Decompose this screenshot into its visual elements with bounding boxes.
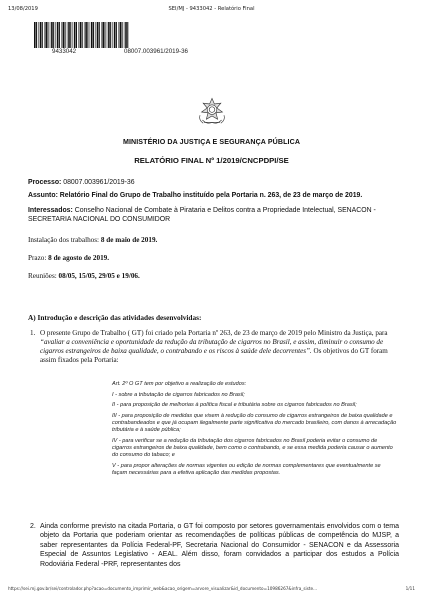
barcode-bar	[34, 22, 36, 48]
deadline-label: Prazo:	[28, 254, 47, 262]
barcode-bar	[118, 22, 119, 48]
barcode-bar	[112, 22, 113, 48]
section-a-heading: A) Introdução e descrição das atividades desenvolvidas:	[28, 313, 202, 322]
barcode-bar	[78, 22, 79, 48]
barcode-bar	[95, 22, 96, 48]
barcode-bar	[45, 22, 47, 48]
document-barcode	[34, 22, 130, 48]
barcode-bar	[90, 22, 91, 48]
meta-processo	[28, 178, 401, 187]
barcode-bar	[53, 22, 54, 48]
interessados-value: Conselho Nacional de Combate à Pirataria e Delitos contra a Propriedade Intelectual, SENACON - SECRETARIA NACIONAL DO CONSUMIDOR	[28, 207, 376, 223]
barcode-bar	[85, 22, 87, 48]
brazil-coat-of-arms-icon	[196, 96, 228, 128]
barcode-doc-number: 9433042	[52, 48, 77, 55]
meta-assunto	[28, 191, 401, 200]
barcode-process-number: 08007.003961/2019-36	[124, 48, 188, 55]
ministry-heading: MINISTÉRIO DA JUSTIÇA E SEGURANÇA PÚBLICA	[122, 138, 301, 146]
barcode-bar	[84, 22, 85, 48]
document-title: RELATÓRIO FINAL Nº 1/2019/CNCPDPI/SE	[134, 156, 289, 165]
barcode-bar	[42, 22, 43, 48]
paragraph-2	[30, 522, 399, 569]
paragraph-2-number: 2.	[30, 523, 36, 530]
install-value: 8 de maio de 2019.	[100, 236, 158, 244]
barcode-bar	[82, 22, 83, 48]
barcode-bar	[67, 22, 68, 48]
deadline-value: 8 de agosto de 2019.	[48, 254, 110, 262]
quote-line: IV - para verificar se a redução da tributação dos cigarros fabricados no Brasil poderia evitar o consumo de cigarros estrangeiros de baixa qualidade, bem como o contrabando, e se essa medida poderia causar o aumento do consumo do tabaco; e	[112, 437, 393, 459]
barcode-bar	[47, 22, 48, 48]
quote-line: I - sobre a tributação de cigarros fabricados no Brasil;	[112, 391, 245, 398]
paragraph-1-intro: O presente Grupo de Trabalho ( GT) foi criado pela Portaria nº 263, de 23 de março de 2019 pelo Ministro da Justiça, para	[40, 329, 388, 337]
meetings-value: 08/05, 15/05, 29/05 e 19/06.	[58, 272, 140, 280]
barcode-bar	[44, 22, 45, 48]
barcode-bar	[107, 22, 108, 48]
schedule-meetings	[28, 272, 401, 281]
quote-line: Art. 2º O GT tem por objetivo a realização de estudos:	[112, 381, 247, 387]
processo-label: Processo:	[28, 179, 62, 186]
print-page-number: 1/11	[405, 586, 415, 591]
barcode-bar	[51, 22, 53, 48]
barcode-bar	[38, 22, 39, 48]
print-url[interactable]: https://sei.mj.gov.br/sei/controlador.php?acao=documento_imprimir_web&acao_origem=arvore_visualizar&id_documento=10986267&infra_siste...	[8, 586, 318, 591]
barcode-bar	[80, 22, 82, 48]
barcode-bar	[104, 22, 105, 48]
quote-line: II - para proposição de melhorias à política fiscal e tributária sobre os cigarros fabricados no Brasil;	[112, 402, 357, 409]
barcode-bar	[50, 22, 51, 48]
paragraph-1	[30, 329, 399, 365]
barcode-bar	[40, 22, 42, 48]
barcode-bar	[110, 22, 111, 48]
paragraph-1-number: 1.	[30, 329, 36, 337]
barcode-bar	[116, 22, 117, 48]
barcode-bar	[70, 22, 71, 48]
barcode-bar	[124, 22, 125, 48]
schedule-install	[28, 236, 401, 245]
barcode-bar	[76, 22, 77, 48]
barcode-bar	[127, 22, 128, 48]
barcode-bar	[108, 22, 110, 48]
schedule-deadline	[28, 254, 401, 263]
barcode-bar	[101, 22, 102, 48]
barcode-bar	[114, 22, 116, 48]
quote-line: V - para propor alterações de normas vigentes ou edição de normas complementares que eventualmente se façam necessárias para a efetiva aplicação das medidas propostas.	[112, 462, 381, 476]
install-label: Instalação dos trabalhos:	[28, 236, 100, 244]
barcode-bar	[36, 22, 37, 48]
meetings-label: Reuniões:	[28, 272, 57, 280]
portaria-quote-block	[112, 381, 397, 481]
print-header	[8, 6, 415, 16]
interessados-label: Interessados:	[28, 207, 73, 214]
paragraph-1-outro: Os objetivos do GT foram assim fixados pela Portaria:	[40, 347, 388, 365]
processo-value: 08007.003961/2019-36	[63, 179, 135, 186]
barcode-bar	[63, 22, 65, 48]
barcode-bar	[102, 22, 104, 48]
barcode-bar	[122, 22, 123, 48]
barcode-bar	[87, 22, 88, 48]
barcode-bar	[99, 22, 100, 48]
print-date: 13/08/2019	[8, 6, 38, 12]
barcode-bar	[97, 22, 99, 48]
barcode-bar	[125, 22, 127, 48]
barcode-bar	[55, 22, 56, 48]
paragraph-2-text: Ainda conforme previsto na citada Portaria, o GT foi composto por setores governamentais envolvidos com o tema objeto da Portaria que poderiam orientar as recomendações de políticas públicas de competência do MJSP, a saber representantes da Polícia Federal-PF, Secretaria Nacional do Consumidor - SENACON e da Assessoria Especial de Assuntos Legislativo - AEAL. Além disso, foram convidados a participar dos estudos a Polícia Rodoviária Federal -PRF, representantes dos	[40, 523, 399, 568]
barcode-bar	[74, 22, 76, 48]
barcode-bar	[59, 22, 60, 48]
assunto-label: Assunto:	[28, 192, 58, 199]
meta-interessados	[28, 206, 401, 224]
barcode-bar	[68, 22, 70, 48]
barcode-bar	[91, 22, 93, 48]
barcode-bar	[73, 22, 74, 48]
barcode-bar	[57, 22, 59, 48]
barcode-bar	[120, 22, 122, 48]
assunto-value: Relatório Final do Grupo de Trabalho instituído pela Portaria n. 263, de 23 de março de 2019.	[59, 192, 363, 199]
barcode-bar	[93, 22, 94, 48]
quote-line: III - para proposição de medidas que visem à redução do consumo de cigarros estrangeiros de baixa qualidade e contrabandeados e que já ocupam ilegalmente parte significativa do mercado brasileiro, com danos à arrecadação tributária e à saúde pública;	[112, 412, 397, 434]
print-footer	[8, 586, 415, 594]
paragraph-1-quote: “avaliar a conveniência e oportunidade da redução da tributação de cigarros no Brasil, e assim, diminuir o consumo de cigarros estrangeiros de baixa qualidade, o contrabando e os riscos à saúde dele decorrentes”.	[40, 338, 384, 356]
barcode-bar	[61, 22, 62, 48]
print-title: SEI/MJ - 9433042 - Relatório Final	[168, 6, 255, 12]
barcode-bar	[65, 22, 66, 48]
